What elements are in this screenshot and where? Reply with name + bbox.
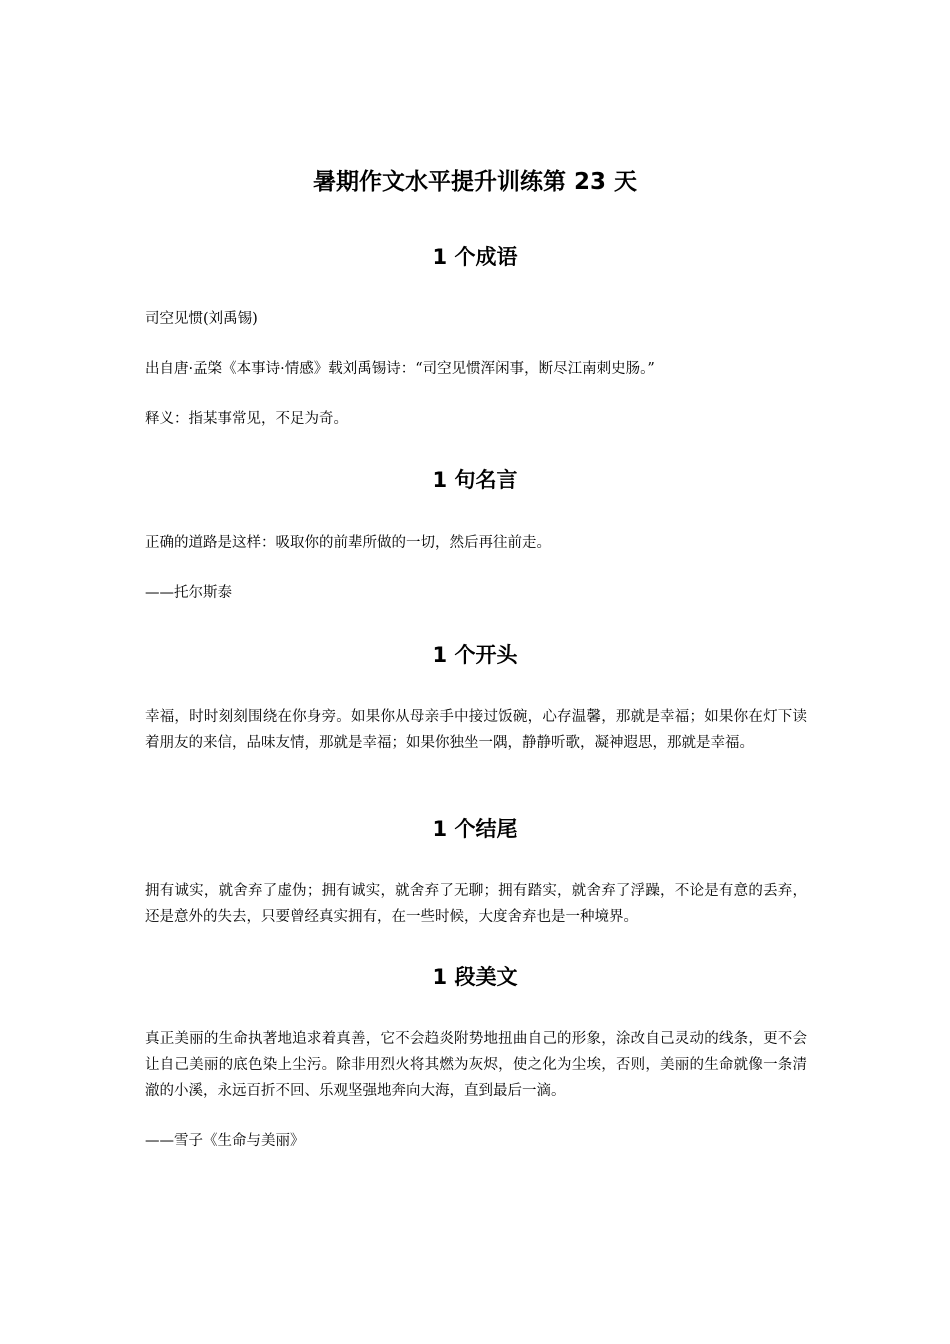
section-heading-quote: 1 句名言 (432, 468, 518, 492)
section-heading-ending: 1 个结尾 (432, 817, 518, 841)
quote-text: 正确的道路是这样：吸取你的前辈所做的一切，然后再往前走。 (145, 535, 551, 551)
idiom-source: 出自唐·孟棨《本事诗·情感》载刘禹锡诗：“司空见惯浑闲事，断尽江南刺史肠。” (145, 361, 655, 377)
section-heading-opening: 1 个开头 (432, 643, 518, 667)
prose-author: ——雪子《生命与美丽》 (145, 1133, 305, 1149)
opening-paragraph: 幸福，时时刻刻围绕在你身旁。如果你从母亲手中接过饭碗，心存温馨，那就是幸福；如果你在灯下读着朋友的来信，品味友情，那就是幸福；如果你独坐一隅，静静听歌，凝神遐思，那就是幸福。 (145, 709, 807, 751)
ending-paragraph: 拥有诚实，就舍弃了虚伪；拥有诚实，就舍弃了无聊；拥有踏实，就舍弃了浮躁，不论是有意的丢弃，还是意外的失去，只要曾经真实拥有，在一些时候，大度舍弃也是一种境界。 (145, 883, 807, 925)
idiom-meaning: 释义：指某事常见，不足为奇。 (145, 411, 348, 427)
idiom-name: 司空见惯(刘禹锡) (145, 311, 258, 327)
section-heading-idiom: 1 个成语 (432, 245, 518, 269)
quote-author: ——托尔斯泰 (145, 585, 232, 601)
prose-paragraph: 真正美丽的生命执著地追求着真善，它不会趋炎附势地扭曲自己的形象，涂改自己灵动的线条，更不会让自己美丽的底色染上尘污。除非用烈火将其燃为灰烬，使之化为尘埃，否则，美丽的生命就像一条清澈的小溪，永远百折不回、乐观坚强地奔向大海，直到最后一滴。 (145, 1031, 807, 1099)
section-heading-prose: 1 段美文 (432, 965, 518, 989)
page-title: 暑期作文水平提升训练第 23 天 (312, 169, 638, 195)
